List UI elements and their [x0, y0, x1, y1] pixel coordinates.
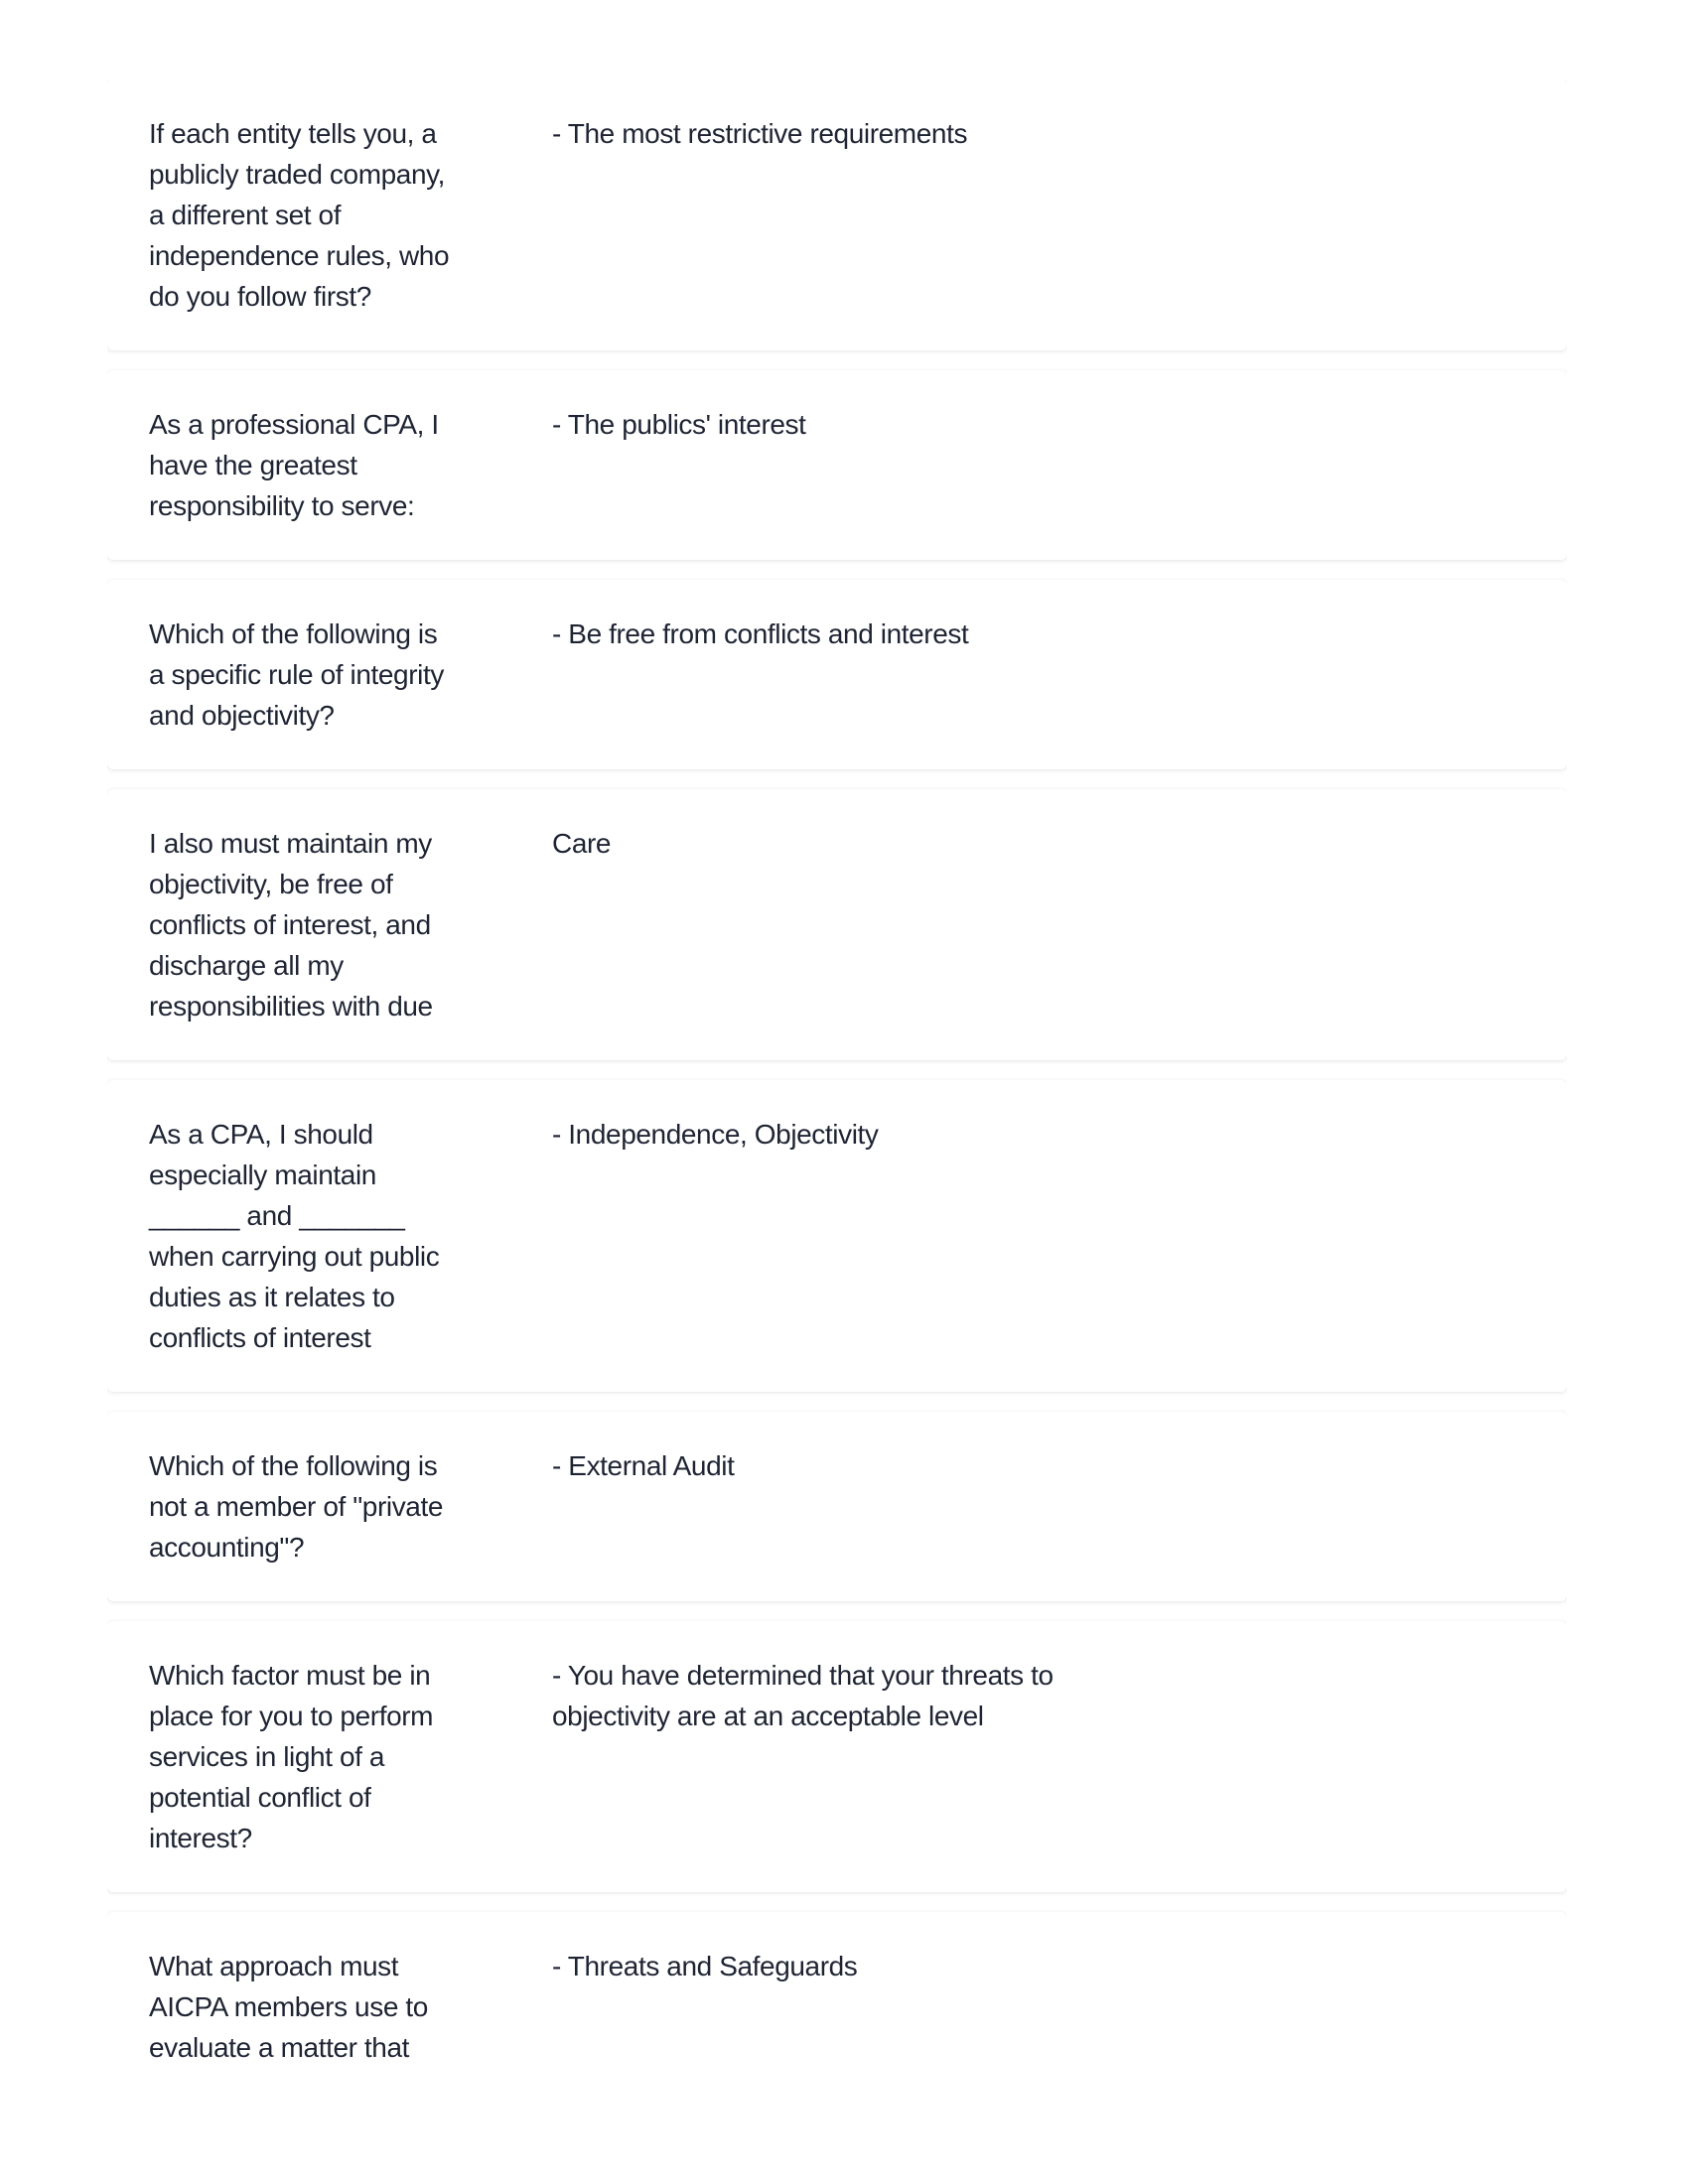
flashcard [107, 1080, 1567, 1392]
card-question: What approach must AICPA members use to evaluate a matter that [149, 1951, 428, 2063]
card-question: If each entity tells you, a publicly traded company, a different set of independence rules, who do you follow first? [149, 118, 450, 312]
card-question: Which of the following is a specific rule of integrity and objectivity? [149, 618, 444, 731]
card-question: As a CPA, I should especially maintain ______ and _______ when carrying out public duties as it relates to conflicts of interest [149, 1119, 440, 1353]
flashcard [107, 1412, 1567, 1601]
card-question: I also must maintain my objectivity, be free of conflicts of interest, and discharge all my responsibilities with due [149, 828, 433, 1022]
card-question: Which factor must be in place for you to perform services in light of a potential conflict of interest? [149, 1660, 434, 1853]
card-answer: - You have determined that your threats to objectivity are at an acceptable level [552, 1660, 1054, 1731]
flashcard [107, 789, 1567, 1060]
flashcard [107, 580, 1567, 769]
card-answer: - The most restrictive requirements [552, 118, 968, 149]
card-answer: - Independence, Objectivity [552, 1119, 879, 1150]
card-answer: - External Audit [552, 1450, 735, 1481]
flashcard [107, 370, 1567, 560]
flashcard [107, 79, 1567, 350]
card-answer: - The publics' interest [552, 409, 806, 440]
card-question: As a professional CPA, I have the greatest responsibility to serve: [149, 409, 439, 521]
flashcard [107, 1912, 1567, 2085]
card-question: Which of the following is not a member of "private accounting"? [149, 1450, 444, 1563]
flashcard [107, 1621, 1567, 1892]
card-answer: - Threats and Safeguards [552, 1951, 858, 1981]
card-answer: - Be free from conflicts and interest [552, 618, 969, 649]
card-answer: Care [552, 828, 612, 859]
flashcard-list [107, 79, 1567, 2085]
